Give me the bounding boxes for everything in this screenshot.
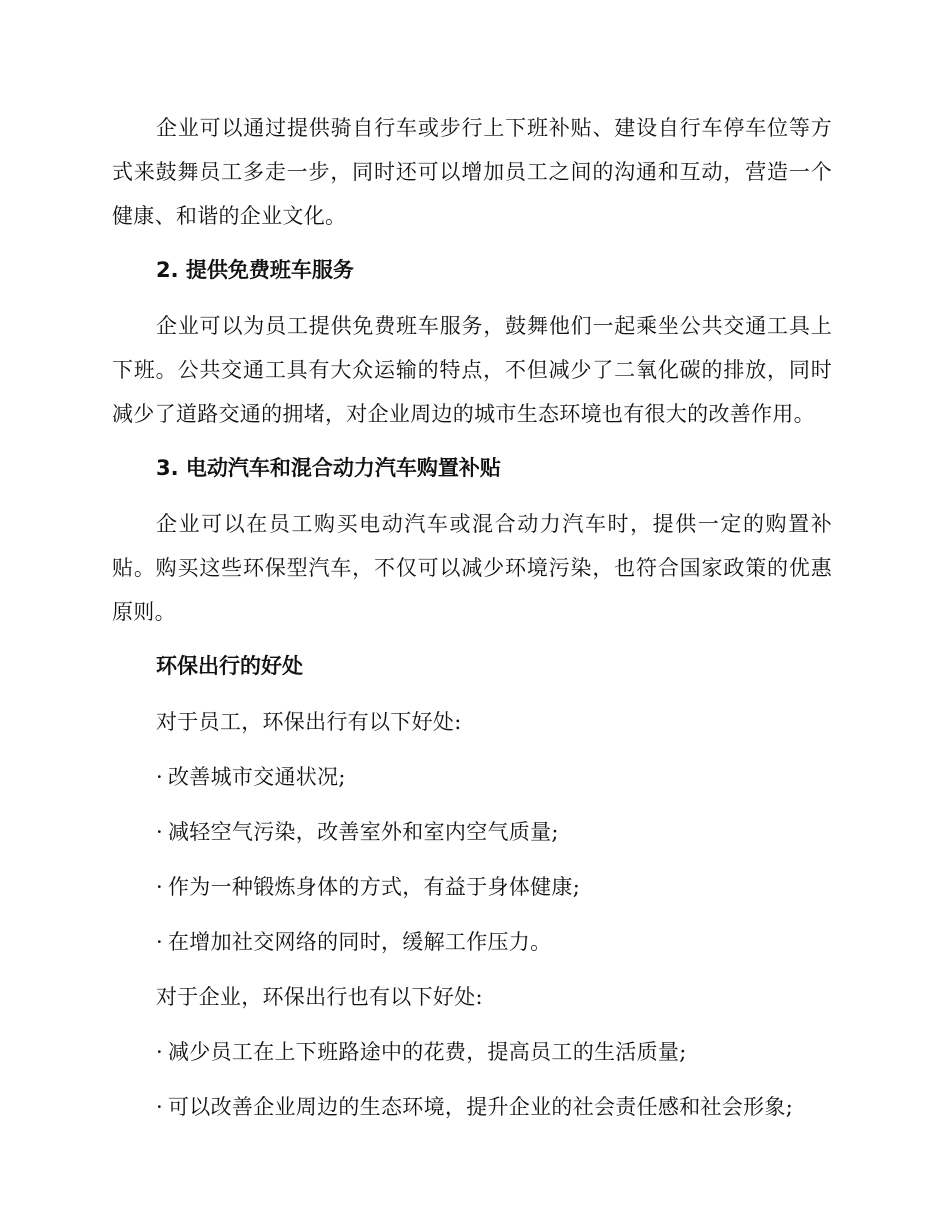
bullet-stress (112, 920, 832, 964)
heading-benefits: 环保出行的好处 (156, 654, 303, 678)
para-ev-subsidy: 企业可以在员工购买电动汽车或混合动力汽车时，提供一定的购置补贴。购买这些环保型汽车，不仅可以减少环境污染，也符合国家政策的优惠原则。 (112, 512, 832, 624)
bullet-text: 可以改善企业周边的生态环境，提升企业的社会责任感和社会形象; (168, 1095, 794, 1119)
bullet-marker: · (156, 930, 163, 954)
bullet-text: 在增加社交网络的同时，缓解工作压力。 (168, 930, 552, 954)
para-shuttle-bus: 企业可以为员工提供免费班车服务，鼓舞他们一起乘坐公共交通工具上下班。公共交通工具有大众运输的特点，不但减少了二氧化碳的排放，同时减少了道路交通的拥堵，对企业周边的城市生态环境也有很大的改善作用。 (112, 314, 832, 426)
bullet-marker: · (156, 1095, 163, 1119)
bullet-text: 作为一种锻炼身体的方式，有益于身体健康; (168, 875, 581, 899)
bullet-air (112, 810, 832, 854)
bullet-marker: · (156, 1040, 163, 1064)
bullet-text: 改善城市交通状况; (168, 765, 346, 789)
document-body (112, 106, 832, 1140)
bullet-traffic (112, 755, 832, 799)
bullet-cost (112, 1030, 832, 1074)
bullet-marker: · (156, 820, 163, 844)
intro-company-benefits: 对于企业，环保出行也有以下好处: (156, 985, 483, 1009)
para-bike-subsidy: 企业可以通过提供骑自行车或步行上下班补贴、建设自行车停车位等方式来鼓舞员工多走一步，同时还可以增加员工之间的沟通和互动，营造一个健康、和谐的企业文化。 (112, 116, 832, 228)
bullet-marker: · (156, 875, 163, 899)
bullet-image (112, 1085, 832, 1129)
bullet-text: 减轻空气污染，改善室外和室内空气质量; (168, 820, 559, 844)
bullet-marker: · (156, 765, 163, 789)
heading-shuttle-bus: 2. 提供免费班车服务 (156, 258, 354, 282)
bullet-health (112, 865, 832, 909)
intro-employee-benefits: 对于员工，环保出行有以下好处: (156, 710, 462, 734)
heading-ev-subsidy: 3. 电动汽车和混合动力汽车购置补贴 (156, 456, 501, 480)
bullet-text: 减少员工在上下班路途中的花费，提高员工的生活质量; (168, 1040, 687, 1064)
